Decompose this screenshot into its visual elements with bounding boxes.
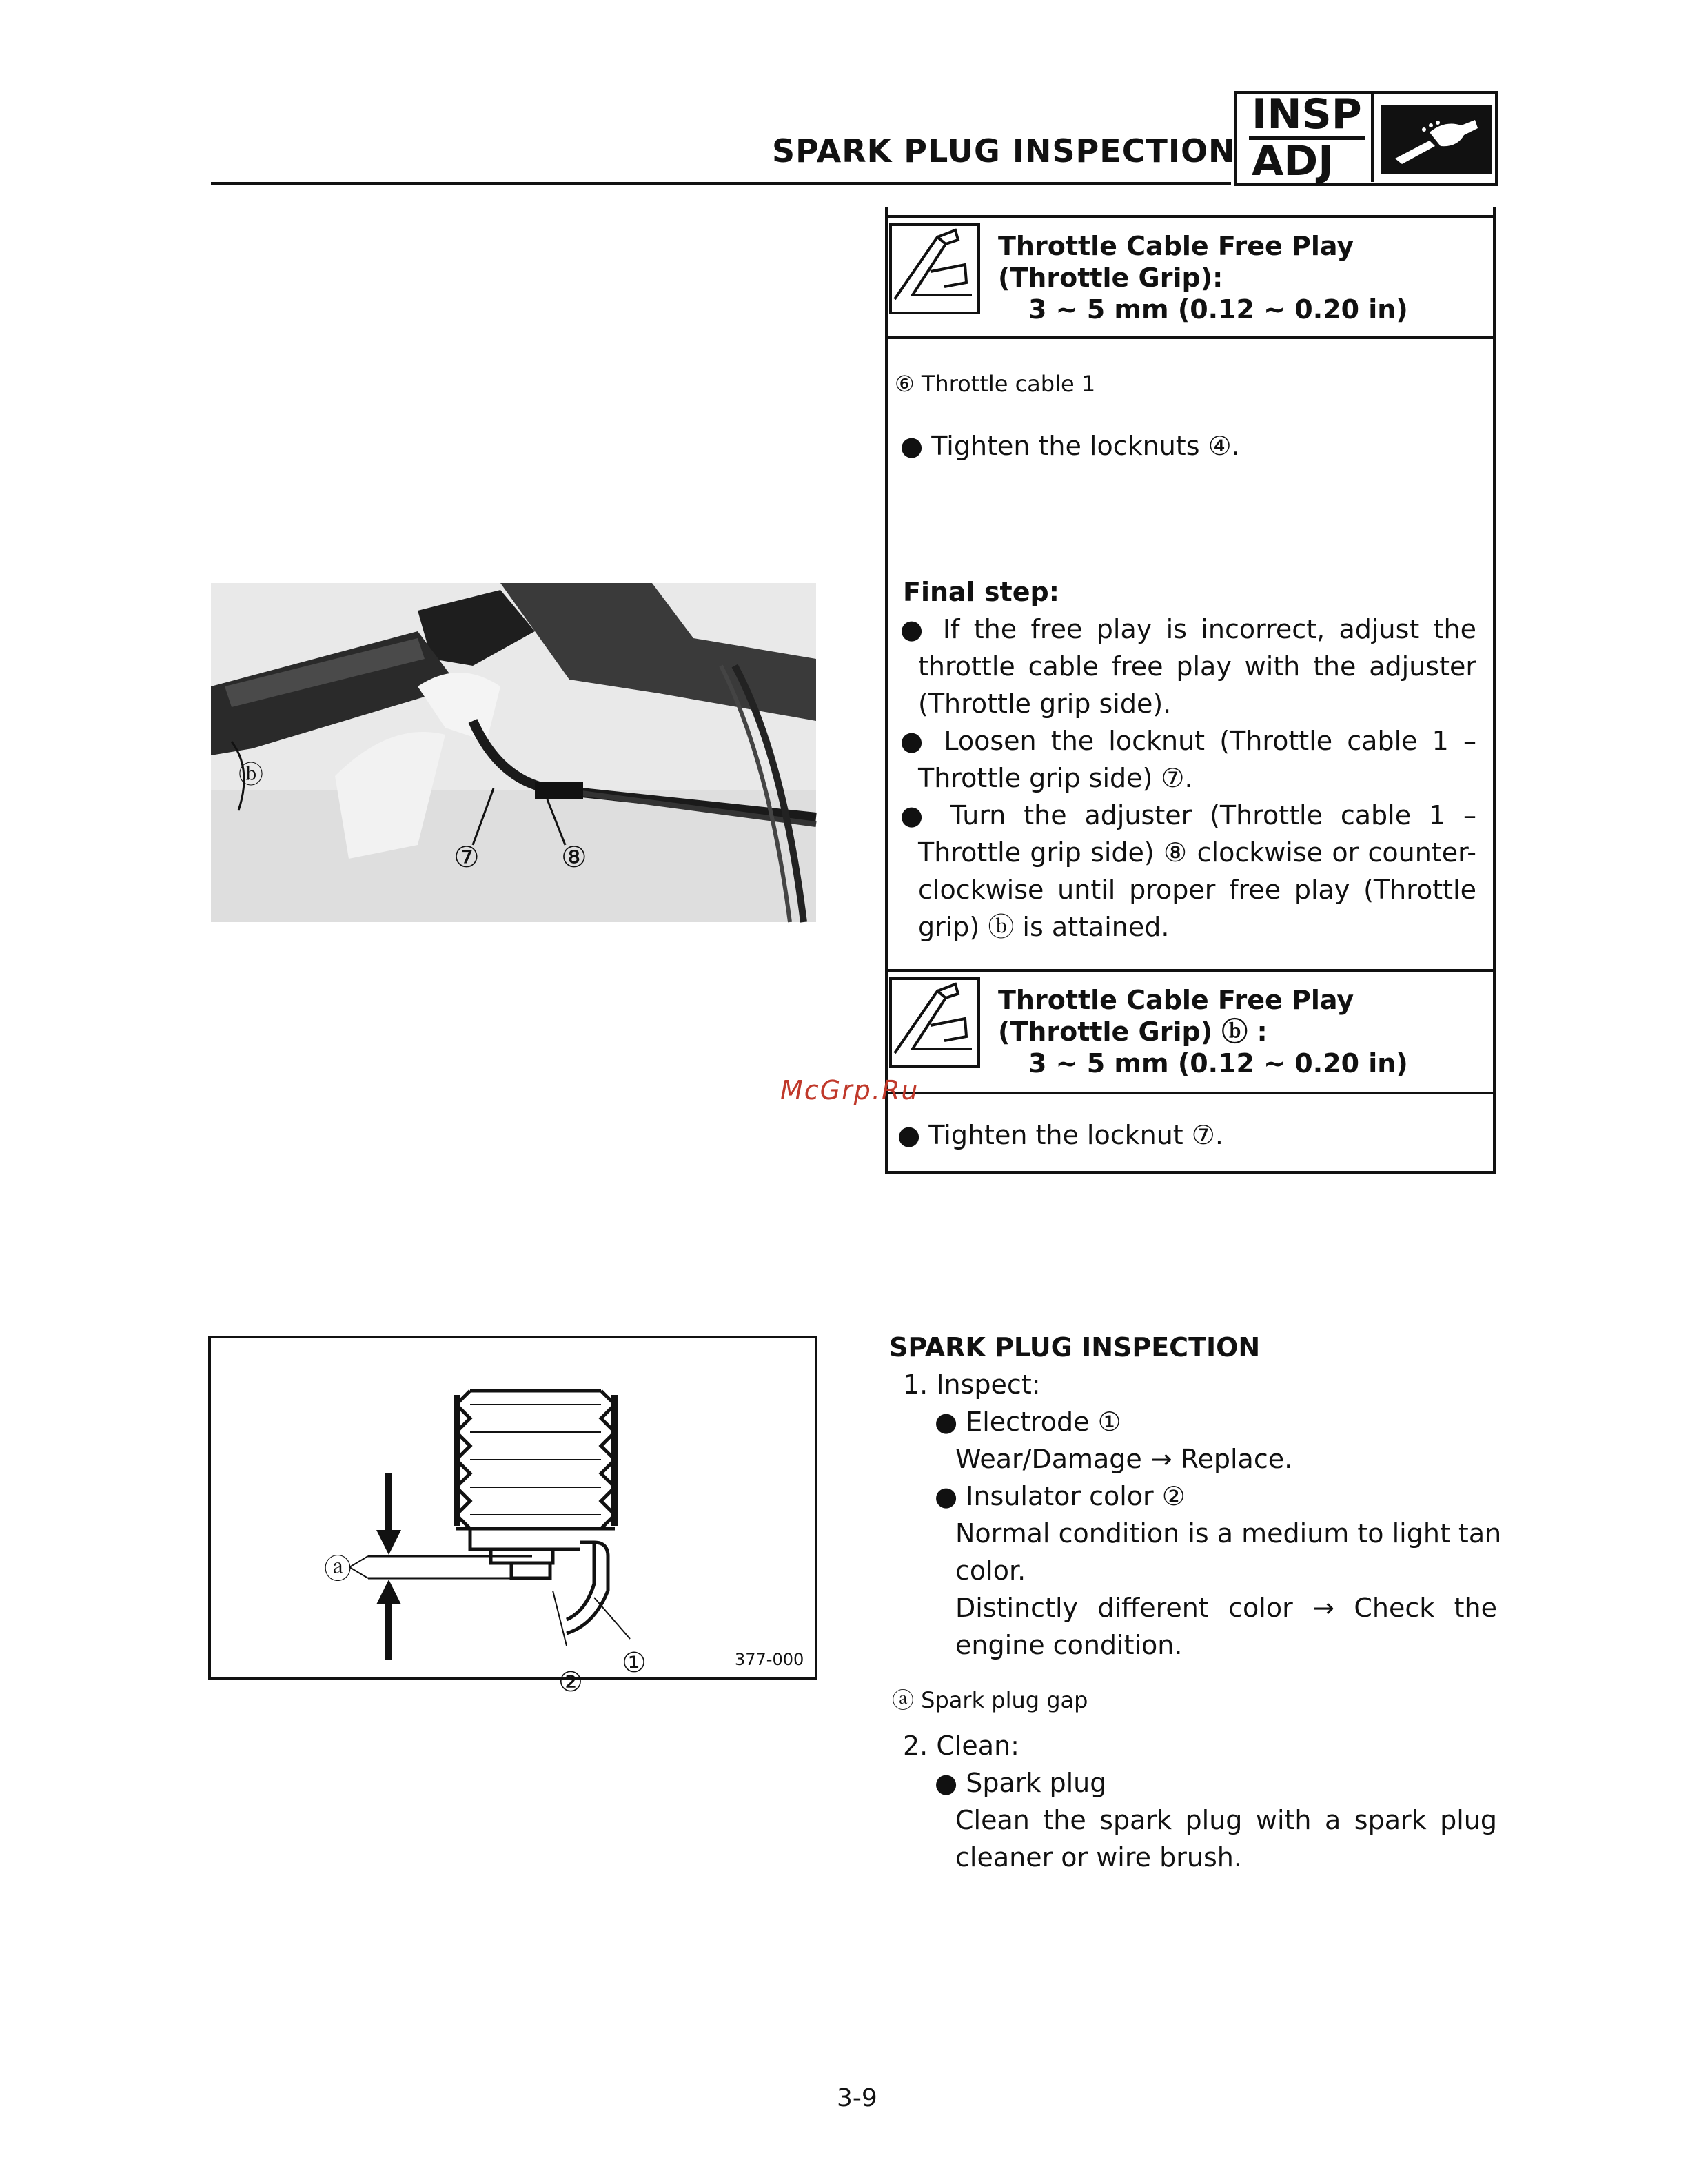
clean-step: 2. Clean:	[903, 1731, 1019, 1761]
callout-8: ⑧	[561, 840, 587, 874]
final-step-line: ● Loosen the locknut (Throttle cable 1 –	[900, 726, 1476, 756]
caliper-icon	[889, 977, 980, 1068]
badge-adj-label: ADJ	[1252, 137, 1334, 185]
distinct-color-text: Distinctly different color → Check the	[955, 1593, 1497, 1623]
clean-instruction: cleaner or wire brush.	[955, 1842, 1242, 1872]
normal-condition-text: Normal condition is a medium to light tan	[955, 1518, 1502, 1549]
spec-value: 3 ~ 5 mm (0.12 ~ 0.20 in)	[1028, 1048, 1408, 1079]
page-number: 3-9	[837, 2084, 877, 2112]
callout-2: ②	[558, 1666, 583, 1698]
final-step-line: clockwise until proper free play (Throttle	[918, 875, 1476, 905]
callout-1: ①	[622, 1647, 647, 1679]
callout-a: ⓐ	[324, 1553, 352, 1585]
caption-throttle-cable: ⑥ Throttle cable 1	[895, 371, 1096, 397]
spark-heading: SPARK PLUG INSPECTION	[889, 1332, 1261, 1363]
wrench-hand-icon	[1381, 105, 1492, 174]
electrode-item: ● Electrode ①	[935, 1407, 1121, 1437]
gap-caption: ⓐ Spark plug gap	[892, 1687, 1088, 1713]
spec-subtitle: (Throttle Grip) ⓑ :	[998, 1017, 1268, 1047]
header-rule	[211, 182, 1231, 185]
spec-subtitle: (Throttle Grip):	[998, 263, 1223, 293]
spec-box-free-play-2	[885, 969, 1496, 1094]
final-step-line: ● Turn the adjuster (Throttle cable 1 –	[900, 800, 1476, 830]
section-badge-text	[1238, 90, 1374, 185]
caliper-icon	[889, 223, 980, 314]
inspect-step: 1. Inspect:	[903, 1369, 1041, 1400]
step-tighten-locknut: ● Tighten the locknut ⑦.	[897, 1120, 1223, 1150]
callout-b: ⓑ	[238, 761, 264, 789]
handlebar-photo	[211, 583, 816, 922]
final-step-line: Throttle grip side) ⑦.	[918, 763, 1193, 793]
page-title: SPARK PLUG INSPECTION	[772, 132, 1236, 170]
final-step-line: Throttle grip side) ⑧ clockwise or counter-	[918, 837, 1476, 868]
spec-value: 3 ~ 5 mm (0.12 ~ 0.20 in)	[1028, 294, 1408, 325]
callout-7: ⑦	[454, 840, 480, 874]
distinct-color-text: engine condition.	[955, 1630, 1183, 1660]
insulator-item: ● Insulator color ②	[935, 1481, 1186, 1511]
final-step-line: (Throttle grip side).	[918, 688, 1172, 719]
step-tighten-locknuts: ● Tighten the locknuts ④.	[900, 431, 1240, 461]
final-step-line: ● If the free play is incorrect, adjust the	[900, 614, 1476, 644]
spark-plug-item: ● Spark plug	[935, 1768, 1107, 1798]
spec-title: Throttle Cable Free Play	[998, 985, 1354, 1015]
final-step-line: grip) ⓑ is attained.	[918, 912, 1170, 942]
spec-box-free-play-1	[885, 215, 1496, 339]
clean-instruction: Clean the spark plug with a spark plug	[955, 1805, 1497, 1835]
electrode-action: Wear/Damage → Replace.	[955, 1444, 1293, 1474]
badge-insp-label: INSP	[1249, 92, 1365, 140]
final-step-line: throttle cable free play with the adjuster	[918, 651, 1476, 682]
spark-plug-diagram	[208, 1336, 817, 1698]
watermark: McGrp.Ru	[780, 1075, 919, 1105]
spec-title: Throttle Cable Free Play	[998, 231, 1354, 261]
figure-code: 377-000	[735, 1650, 804, 1669]
normal-condition-text: color.	[955, 1555, 1026, 1586]
final-step-heading: Final step:	[903, 577, 1059, 607]
